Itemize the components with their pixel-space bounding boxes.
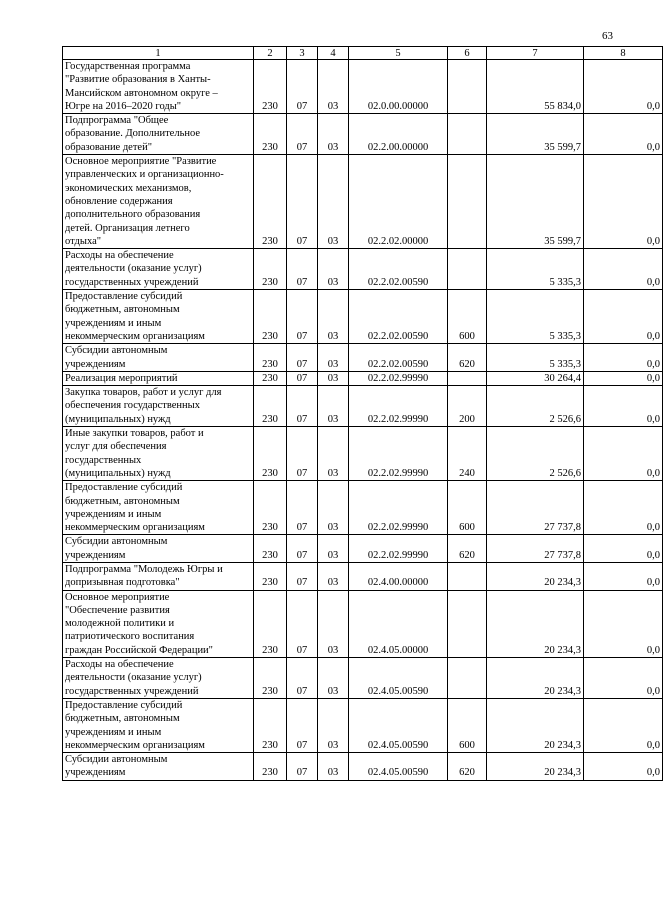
row-col7: 27 737,8 [487,535,584,563]
row-name: Государственная программа "Развитие образования в Ханты- Мансийском автономном округе – Югре на 2016–2020 годы" [63,60,254,114]
row-col4: 03 [318,290,349,344]
row-col7: 27 737,8 [487,481,584,535]
row-col8: 0,0 [584,155,663,249]
row-name: Реализация мероприятий [63,371,254,385]
row-col4: 03 [318,114,349,155]
row-col6 [448,590,487,657]
table-row [63,249,663,290]
row-col3: 07 [287,290,318,344]
table-row [63,60,663,114]
row-col7: 20 234,3 [487,698,584,752]
row-col3: 07 [287,60,318,114]
row-col6 [448,371,487,385]
row-col5: 02.2.02.00000 [349,155,448,249]
row-col6: 620 [448,535,487,563]
header-row [63,47,663,60]
table-row [63,481,663,535]
row-col8: 0,0 [584,114,663,155]
row-col3: 07 [287,427,318,481]
row-col3: 07 [287,386,318,427]
row-col5: 02.4.05.00590 [349,753,448,781]
row-col4: 03 [318,481,349,535]
row-col8: 0,0 [584,427,663,481]
row-col7: 30 264,4 [487,371,584,385]
row-col7: 20 234,3 [487,562,584,590]
row-col2: 230 [254,481,287,535]
row-col8: 0,0 [584,698,663,752]
row-col8: 0,0 [584,60,663,114]
row-col3: 07 [287,371,318,385]
row-col3: 07 [287,590,318,657]
row-col2: 230 [254,60,287,114]
row-col8: 0,0 [584,249,663,290]
row-col7: 35 599,7 [487,155,584,249]
row-col2: 230 [254,562,287,590]
header-cell: 1 [63,47,254,60]
row-col3: 07 [287,535,318,563]
table-row [63,114,663,155]
row-col5: 02.4.05.00590 [349,698,448,752]
row-col3: 07 [287,249,318,290]
row-col5: 02.2.02.99990 [349,535,448,563]
row-col8: 0,0 [584,535,663,563]
row-col3: 07 [287,155,318,249]
row-name: Подпрограмма "Молодежь Югры и допризывная подготовка" [63,562,254,590]
row-name: Иные закупки товаров, работ и услуг для обеспечения государственных (муниципальных) нужд [63,427,254,481]
row-col2: 230 [254,371,287,385]
header-cell: 2 [254,47,287,60]
row-col2: 230 [254,249,287,290]
row-col2: 230 [254,155,287,249]
row-col7: 5 335,3 [487,344,584,372]
row-col5: 02.0.00.00000 [349,60,448,114]
row-col5: 02.4.05.00590 [349,658,448,699]
row-col3: 07 [287,114,318,155]
row-col4: 03 [318,562,349,590]
row-name: Основное мероприятие "Обеспечение развития молодежной политики и патриотического воспитания граждан Российской Федерации" [63,590,254,657]
row-col6 [448,60,487,114]
row-col6 [448,249,487,290]
row-col8: 0,0 [584,658,663,699]
table-row [63,386,663,427]
row-col5: 02.2.00.00000 [349,114,448,155]
row-col5: 02.2.02.99990 [349,427,448,481]
row-col7: 2 526,6 [487,386,584,427]
row-name: Субсидии автономным учреждениям [63,344,254,372]
row-col4: 03 [318,60,349,114]
row-col5: 02.2.02.00590 [349,290,448,344]
row-col8: 0,0 [584,344,663,372]
row-col4: 03 [318,698,349,752]
row-col4: 03 [318,590,349,657]
row-col5: 02.4.00.00000 [349,562,448,590]
row-col5: 02.2.02.00590 [349,249,448,290]
row-col6: 240 [448,427,487,481]
table-row [63,344,663,372]
header-cell: 6 [448,47,487,60]
table-row [63,155,663,249]
row-col6: 600 [448,698,487,752]
row-col3: 07 [287,344,318,372]
row-col5: 02.2.02.99990 [349,371,448,385]
row-col7: 5 335,3 [487,249,584,290]
row-col4: 03 [318,249,349,290]
row-col6 [448,114,487,155]
table-row [63,535,663,563]
row-col4: 03 [318,753,349,781]
row-col7: 20 234,3 [487,658,584,699]
row-col7: 20 234,3 [487,753,584,781]
row-name: Основное мероприятие "Развитие управленческих и организационно- экономических механизмов, обновление содержания дополнительного образования детей. Организация летнего отдыха" [63,155,254,249]
table-row [63,698,663,752]
row-col2: 230 [254,658,287,699]
page-number: 63 [602,30,613,42]
row-col2: 230 [254,427,287,481]
row-col8: 0,0 [584,753,663,781]
row-col8: 0,0 [584,590,663,657]
row-col2: 230 [254,344,287,372]
row-col3: 07 [287,658,318,699]
row-name: Субсидии автономным учреждениям [63,535,254,563]
row-col8: 0,0 [584,371,663,385]
row-col2: 230 [254,290,287,344]
table-row [63,658,663,699]
row-col6: 200 [448,386,487,427]
row-col7: 35 599,7 [487,114,584,155]
row-col2: 230 [254,114,287,155]
row-col3: 07 [287,481,318,535]
row-col5: 02.2.02.00590 [349,344,448,372]
row-col5: 02.2.02.99990 [349,386,448,427]
table-row [63,290,663,344]
row-col4: 03 [318,344,349,372]
row-name: Предоставление субсидий бюджетным, автономным учреждениям и иным некоммерческим организациям [63,481,254,535]
table-row [63,753,663,781]
header-cell: 4 [318,47,349,60]
row-col7: 55 834,0 [487,60,584,114]
row-col4: 03 [318,386,349,427]
row-col4: 03 [318,155,349,249]
row-col3: 07 [287,753,318,781]
row-col4: 03 [318,658,349,699]
row-col2: 230 [254,535,287,563]
row-col4: 03 [318,535,349,563]
row-col3: 07 [287,562,318,590]
row-col6 [448,562,487,590]
row-name: Расходы на обеспечение деятельности (оказание услуг) государственных учреждений [63,249,254,290]
row-col6: 600 [448,290,487,344]
table-row [63,371,663,385]
row-col8: 0,0 [584,562,663,590]
row-name: Предоставление субсидий бюджетным, автономным учреждениям и иным некоммерческим организациям [63,290,254,344]
row-col7: 2 526,6 [487,427,584,481]
row-col7: 5 335,3 [487,290,584,344]
row-col6 [448,155,487,249]
row-name: Предоставление субсидий бюджетным, автономным учреждениям и иным некоммерческим организациям [63,698,254,752]
row-name: Субсидии автономным учреждениям [63,753,254,781]
row-col6: 620 [448,344,487,372]
row-name: Расходы на обеспечение деятельности (оказание услуг) государственных учреждений [63,658,254,699]
table-row [63,590,663,657]
header-cell: 7 [487,47,584,60]
row-col5: 02.4.05.00000 [349,590,448,657]
row-col6 [448,658,487,699]
row-name: Подпрограмма "Общее образование. Дополнительное образование детей" [63,114,254,155]
row-col3: 07 [287,698,318,752]
row-col8: 0,0 [584,290,663,344]
header-cell: 5 [349,47,448,60]
row-col5: 02.2.02.99990 [349,481,448,535]
row-col2: 230 [254,698,287,752]
row-col4: 03 [318,427,349,481]
row-col6: 620 [448,753,487,781]
row-name: Закупка товаров, работ и услуг для обеспечения государственных (муниципальных) нужд [63,386,254,427]
header-cell: 3 [287,47,318,60]
table-row [63,427,663,481]
header-cell: 8 [584,47,663,60]
row-col2: 230 [254,753,287,781]
row-col2: 230 [254,590,287,657]
row-col7: 20 234,3 [487,590,584,657]
row-col4: 03 [318,371,349,385]
row-col8: 0,0 [584,481,663,535]
row-col2: 230 [254,386,287,427]
budget-table [62,46,663,781]
table-row [63,562,663,590]
row-col6: 600 [448,481,487,535]
row-col8: 0,0 [584,386,663,427]
